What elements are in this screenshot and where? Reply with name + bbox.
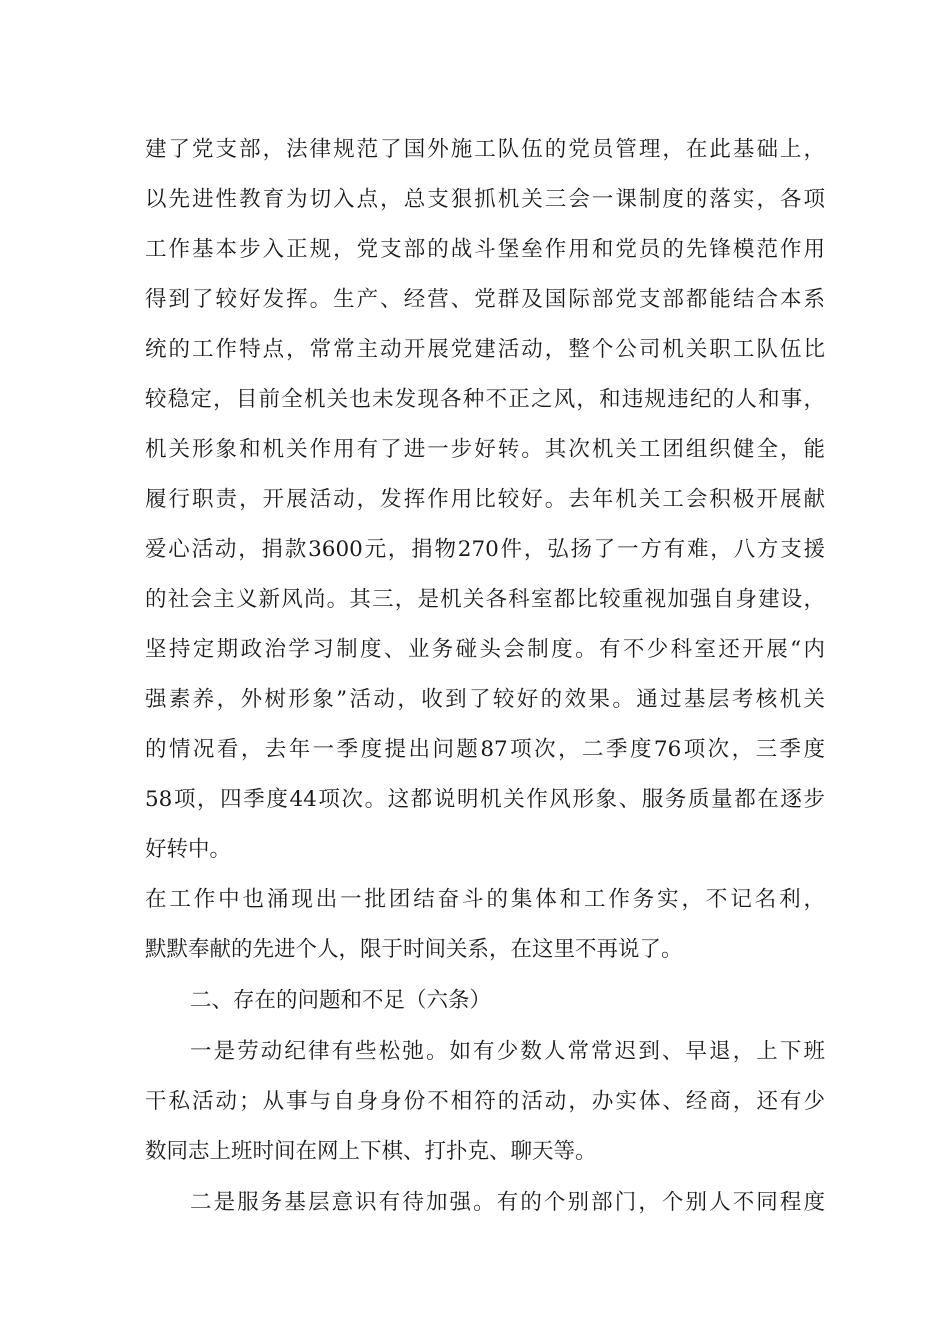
body-text-line: 机关形象和机关作用有了进一步好转。其次机关工团组织健全，能 [145,437,825,462]
body-text-line: 履行职责，开展活动，发挥作用比较好。去年机关工会积极开展献 [145,487,825,512]
body-text-line: 一是劳动纪律有些松弛。如有少数人常常迟到、早退，上下班 [190,1039,825,1064]
body-text-line: 58项，四季度44项次。这都说明机关作风形象、服务质量都在逐步 [145,787,825,812]
body-text-line: 建了党支部，法律规范了国外施工队伍的党员管理，在此基础上， [145,137,825,162]
body-text-line: 的情况看，去年一季度提出问题87项次，二季度76项次，三季度 [145,737,825,762]
body-text-line: 得到了较好发挥。生产、经营、党群及国际部党支部都能结合本系 [145,287,825,312]
section-heading: 二、存在的问题和不足（六条） [190,988,492,1013]
body-text-line: 统的工作特点，常常主动开展党建活动，整个公司机关职工队伍比 [145,337,825,362]
body-text-line: 在工作中也涌现出一批团结奋斗的集体和工作务实，不记名利， [145,887,825,912]
body-text-line: 默默奉献的先进个人，限于时间关系，在这里不再说了。 [145,937,683,962]
body-text-line: 的社会主义新风尚。其三，是机关各科室都比较重视加强自身建设， [145,587,825,612]
body-text-line: 数同志上班时间在网上下棋、打扑克、聊天等。 [145,1139,597,1164]
body-text-line: 以先进性教育为切入点，总支狠抓机关三会一课制度的落实，各项 [145,187,825,212]
body-text-line: 较稳定，目前全机关也未发现各种不正之风，和违规违纪的人和事， [145,387,825,412]
body-text-line: 爱心活动，捐款3600元，捐物270件，弘扬了一方有难，八方支援 [145,537,825,562]
body-text-line: 坚持定期政治学习制度、业务碰头会制度。有不少科室还开展“内 [145,637,825,662]
body-text-line: 强素养，外树形象”活动，收到了较好的效果。通过基层考核机关 [145,687,825,712]
body-text-line: 二是服务基层意识有待加强。有的个别部门，个别人不同程度 [190,1190,825,1215]
body-text-line: 工作基本步入正规，党支部的战斗堡垒作用和党员的先锋模范作用 [145,237,825,262]
body-text-line: 干私活动；从事与自身身份不相符的活动，办实体、经商，还有少 [145,1089,825,1114]
body-text-line: 好转中。 [145,837,232,862]
